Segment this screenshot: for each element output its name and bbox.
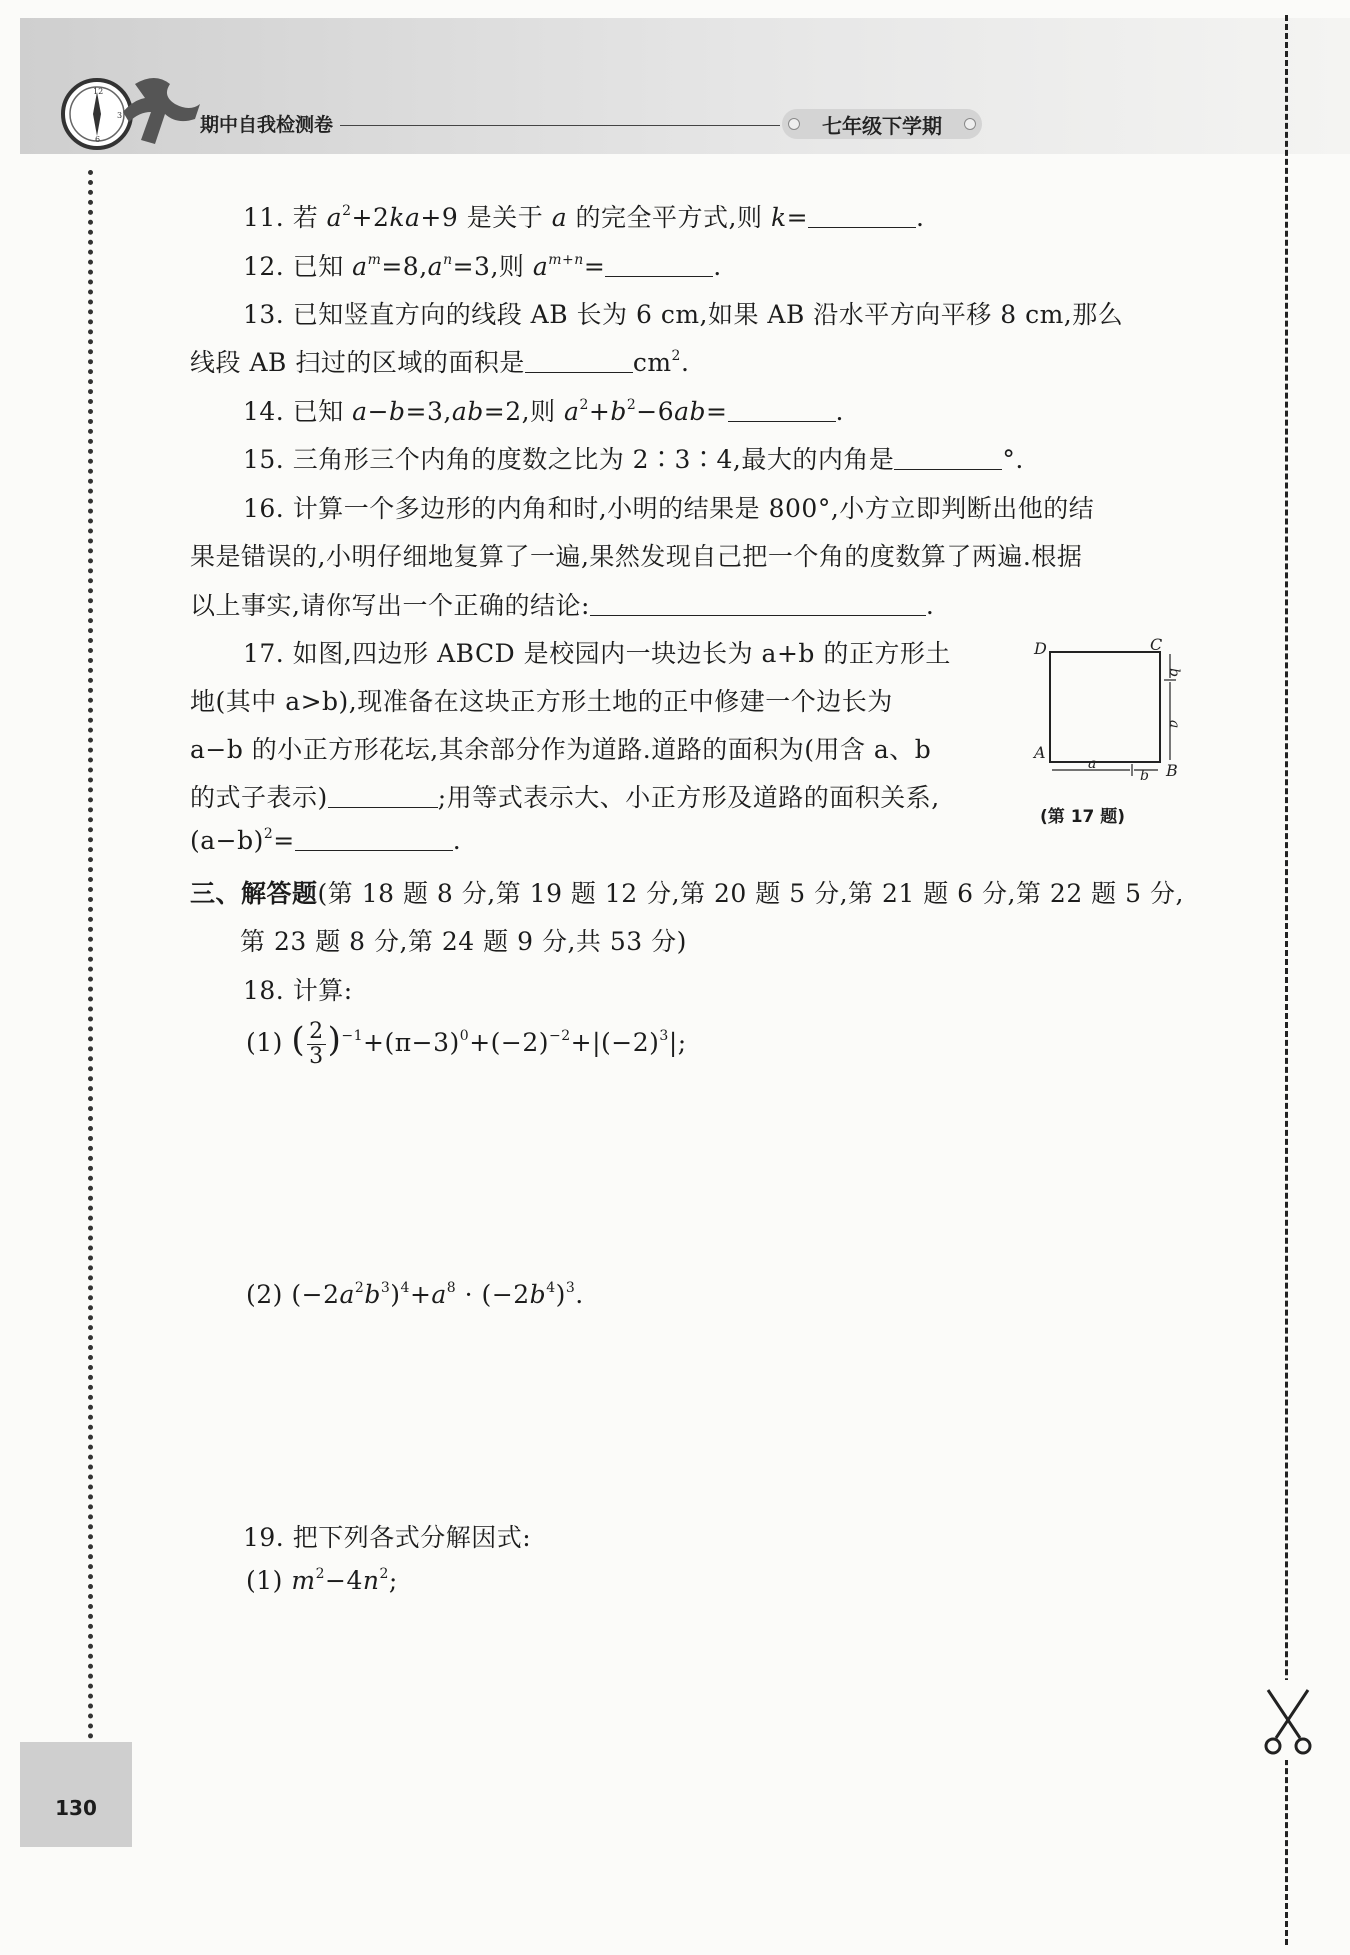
answer-blank[interactable] bbox=[590, 593, 926, 616]
square-diagram bbox=[1030, 632, 1190, 782]
fraction: $\frac{2}{3}$ bbox=[309, 1019, 324, 1069]
answer-blank[interactable] bbox=[728, 399, 836, 422]
svg-text:3: 3 bbox=[117, 111, 123, 120]
grade-badge: 七年级下学期 bbox=[782, 109, 982, 139]
question-18-title: 18. 计算: bbox=[243, 976, 353, 1005]
figure-caption: (第 17 题) bbox=[1040, 807, 1126, 827]
question-14: 14. 已知 a−b=3,ab=2,则 $a^2+b^2-6ab=$ . bbox=[243, 397, 844, 426]
answer-blank[interactable] bbox=[328, 785, 438, 808]
question-19-part1: (1) $m^2-4n^2$; bbox=[246, 1566, 398, 1595]
side-a-label: a bbox=[1166, 720, 1182, 729]
question-16-line3: 以上事实,请你写出一个正确的结论: . bbox=[190, 591, 935, 620]
question-19-title: 19. 把下列各式分解因式: bbox=[243, 1523, 532, 1552]
bottom-b-label: b bbox=[1140, 768, 1149, 782]
question-11: 11. 若 $a^2+2ka+9$ 是关于 a 的完全平方式,则 k= . bbox=[243, 203, 925, 232]
side-b-label: b bbox=[1166, 668, 1182, 677]
question-16-line1: 16. 计算一个多边形的内角和时,小明的结果是 800°,小方立即判断出他的结 bbox=[243, 494, 1095, 523]
bottom-a-label: a bbox=[1088, 756, 1097, 772]
question-17-line5: $(a-b)^2=$ . bbox=[190, 826, 462, 855]
question-18-part1: (1) ( $\frac{2}{3}$ )$^{-1}+(\pi-3)^0+(-2)^{-2}+|(-2)^3|$; bbox=[246, 1019, 687, 1069]
binding-dots bbox=[88, 170, 93, 1740]
vertex-d-label: D bbox=[1034, 639, 1047, 658]
vertex-a-label: A bbox=[1034, 743, 1046, 762]
question-13-line2: 线段 AB 扫过的区域的面积是 $cm^2$. bbox=[190, 348, 690, 377]
question-17-line1: 17. 如图,四边形 ABCD 是校园内一块边长为 a+b 的正方形土 bbox=[243, 639, 951, 668]
page-number: 130 bbox=[55, 1796, 97, 1820]
question-18-part2: (2) $(-2a^2b^3)^4+a^8 \cdot (-2b^4)^3$. bbox=[246, 1280, 584, 1309]
cut-line bbox=[1285, 15, 1288, 1945]
page-number-box bbox=[20, 1742, 132, 1847]
answer-blank[interactable] bbox=[808, 205, 916, 228]
header-rule bbox=[340, 125, 780, 126]
vertex-c-label: C bbox=[1150, 635, 1163, 654]
question-12: 12. 已知 $a^m=8,a^n=3$,则 $a^{m+n}=$ . bbox=[243, 252, 722, 281]
question-15: 15. 三角形三个内角的度数之比为 2∶3∶4,最大的内角是 °. bbox=[243, 445, 1024, 474]
vertex-b-label: B bbox=[1166, 761, 1178, 780]
header-title: 期中自我检测卷 bbox=[200, 114, 334, 136]
section-3-heading: 三、解答题(第 18 题 8 分,第 19 题 12 分,第 20 题 5 分,第 21 题 6 分,第 22 题 5 分, bbox=[190, 879, 1184, 908]
svg-text:12: 12 bbox=[93, 87, 104, 96]
question-17-line3: a−b 的小正方形花坛,其余部分作为道路.道路的面积为(用含 a、b bbox=[190, 735, 932, 764]
question-17-line4: 的式子表示) ;用等式表示大、小正方形及道路的面积关系, bbox=[190, 783, 940, 812]
answer-blank[interactable] bbox=[894, 447, 1002, 470]
answer-blank[interactable] bbox=[605, 254, 713, 277]
answer-blank[interactable] bbox=[295, 828, 453, 851]
answer-blank[interactable] bbox=[525, 350, 633, 373]
svg-text:6: 6 bbox=[95, 135, 101, 144]
scissors-icon bbox=[1258, 1680, 1318, 1760]
question-17-line2: 地(其中 a>b),现准备在这块正方形土地的正中修建一个边长为 bbox=[190, 687, 893, 716]
compass-runner-logo-icon bbox=[55, 64, 205, 164]
question-16-line2: 果是错误的,小明仔细地复算了一遍,果然发现自己把一个角的度数算了两遍.根据 bbox=[190, 542, 1083, 571]
section-3-detail: 第 23 题 8 分,第 24 题 9 分,共 53 分) bbox=[240, 927, 687, 956]
question-13-line1: 13. 已知竖直方向的线段 AB 长为 6 cm,如果 AB 沿水平方向平移 8 cm,那么 bbox=[243, 300, 1124, 329]
